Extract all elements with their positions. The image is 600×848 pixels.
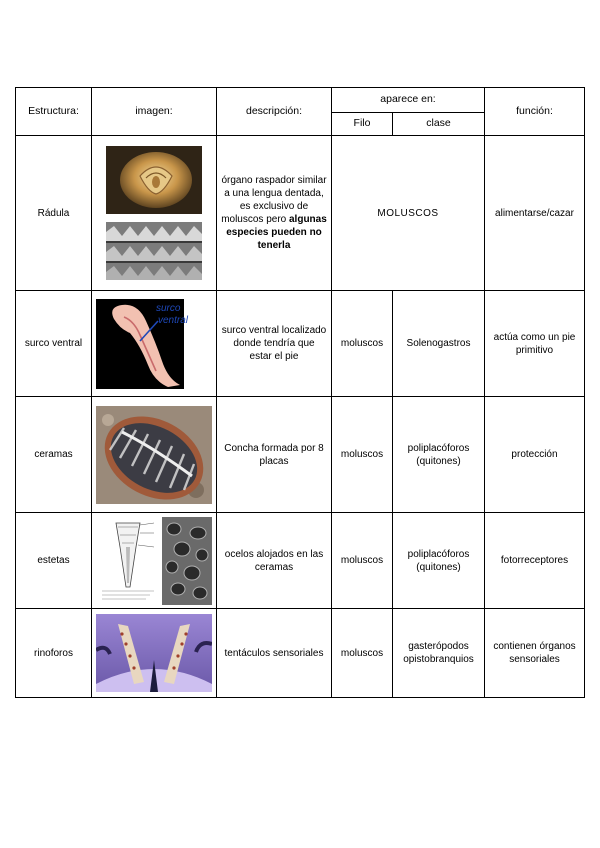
class-cell: gasterópodos opistobranquios: [393, 609, 485, 698]
table-row: [16, 397, 585, 513]
function-cell: alimentarse/cazar: [485, 136, 585, 291]
description-cell: ocelos alojados en las ceramas: [217, 513, 332, 609]
function-cell: fotorreceptores: [485, 513, 585, 609]
header-class: clase: [393, 113, 485, 136]
header-description: descripción:: [217, 88, 332, 136]
table-row: [16, 136, 585, 291]
table-row: [16, 291, 585, 397]
class-cell: poliplacóforos (quitones): [393, 397, 485, 513]
header-appears-in: aparece en:: [332, 88, 485, 113]
structure-cell: surco ventral: [16, 291, 92, 397]
annotation-ventral: ventral: [158, 314, 189, 326]
header-image: imagen:: [92, 88, 217, 136]
phylum-class-merged-cell: MOLUSCOS: [332, 136, 485, 291]
header-phylum: Filo: [332, 113, 393, 136]
estetas-image-pair: [96, 517, 212, 605]
phylum-cell: moluscos: [332, 291, 393, 397]
image-cell: [92, 397, 217, 513]
description-cell: Concha formada por 8 placas: [217, 397, 332, 513]
solenogaster-photo-icon: [96, 299, 212, 389]
radula-sem-icon: [106, 222, 202, 280]
description-cell: surco ventral localizado donde tendría que estar el pie: [217, 291, 332, 397]
mollusc-structures-table: [15, 87, 585, 698]
function-cell: actúa como un pie primitivo: [485, 291, 585, 397]
phylum-cell: moluscos: [332, 513, 393, 609]
description-cell: tentáculos sensoriales: [217, 609, 332, 698]
structure-cell: Rádula: [16, 136, 92, 291]
image-cell: [92, 609, 217, 698]
chiton-diagram-icon: [96, 517, 160, 605]
image-cell: [92, 513, 217, 609]
table-row: [16, 513, 585, 609]
description-text: órgano raspador similar a una lengua dentada, es exclusivo de moluscos pero: [221, 175, 327, 225]
function-cell: protección: [485, 397, 585, 513]
nudibranch-rhinophore-icon: [96, 614, 212, 692]
description-bold-text: algunas especies pueden no tenerla: [226, 214, 327, 251]
header-structure: Estructura:: [16, 88, 92, 136]
radula-photo-icon: [106, 146, 202, 214]
phylum-cell: moluscos: [332, 609, 393, 698]
class-cell: Solenogastros: [393, 291, 485, 397]
image-cell: [92, 291, 217, 397]
chiton-photo-icon: [96, 406, 212, 504]
structure-cell: estetas: [16, 513, 92, 609]
phylum-cell: moluscos: [332, 397, 393, 513]
description-cell: [217, 136, 332, 291]
table-row: [16, 609, 585, 698]
function-cell: contienen órganos sensoriales: [485, 609, 585, 698]
aesthete-sem-icon: [162, 517, 212, 605]
annotation-surco: surco: [156, 302, 181, 314]
image-cell: [92, 136, 217, 291]
class-cell: poliplacóforos (quitones): [393, 513, 485, 609]
structure-cell: rinoforos: [16, 609, 92, 698]
header-function: función:: [485, 88, 585, 136]
structure-cell: ceramas: [16, 397, 92, 513]
